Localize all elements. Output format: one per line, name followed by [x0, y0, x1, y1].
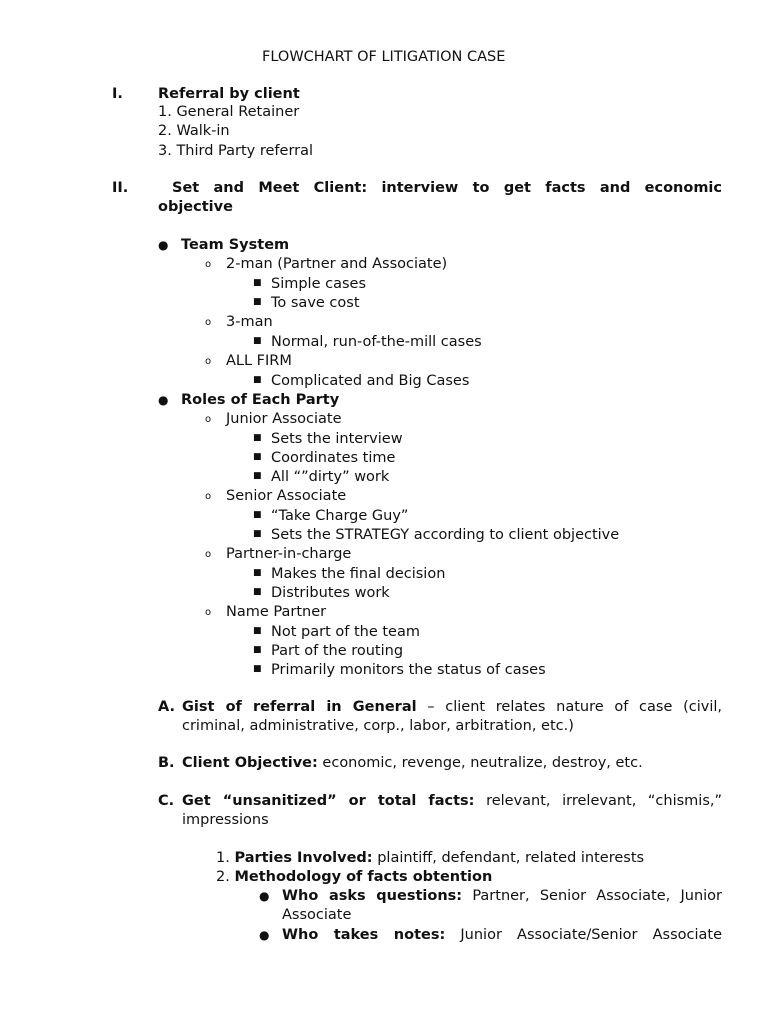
- role-item: “Take Charge Guy”: [271, 508, 409, 524]
- role-item: Sets the interview: [271, 431, 403, 447]
- square-bullet-icon: ■: [253, 626, 262, 636]
- square-bullet-icon: ■: [253, 529, 262, 539]
- circle-bullet-icon: o: [205, 356, 212, 367]
- role-item: Primarily monitors the status of cases: [271, 662, 546, 678]
- square-bullet-icon: ■: [253, 297, 262, 307]
- methodology-bullet-text: Partner, Senior Associate, Junior: [462, 888, 722, 904]
- methodology-bullet-line1: [282, 926, 722, 945]
- section-2-heading-line2: objective: [158, 199, 233, 215]
- facts-item-number: 2.: [216, 869, 230, 885]
- square-bullet-icon: ■: [253, 452, 262, 462]
- facts-item: [216, 849, 644, 868]
- square-bullet-icon: ■: [253, 278, 262, 288]
- square-bullet-icon: ■: [253, 375, 262, 385]
- facts-item-number: 1.: [216, 850, 230, 866]
- subsection-c-text: relevant, irrelevant, “chismis,”: [474, 793, 722, 809]
- document-title: FLOWCHART OF LITIGATION CASE: [262, 49, 506, 65]
- square-bullet-icon: ■: [253, 568, 262, 578]
- section-1-numeral: I.: [112, 86, 123, 102]
- section-1-item: 2. Walk-in: [158, 123, 230, 139]
- team-group-label: ALL FIRM: [226, 353, 292, 369]
- team-group-label: 2-man (Partner and Associate): [226, 256, 448, 272]
- square-bullet-icon: ■: [253, 471, 262, 481]
- square-bullet-icon: ■: [253, 587, 262, 597]
- role-item: Sets the STRATEGY according to client objective: [271, 527, 620, 543]
- subsection-c-line1: [182, 792, 722, 811]
- square-bullet-icon: ■: [253, 664, 262, 674]
- subsection-c-line2: impressions: [182, 812, 269, 828]
- facts-item-text: plaintiff, defendant, related interests: [372, 850, 645, 866]
- subsection-a-line1: [182, 698, 722, 717]
- role-item: Coordinates time: [271, 450, 396, 466]
- team-group-item: To save cost: [271, 295, 360, 311]
- section-1-item: 3. Third Party referral: [158, 143, 314, 159]
- circle-bullet-icon: o: [205, 549, 212, 560]
- role-item: Distributes work: [271, 585, 390, 601]
- subsection-c-letter: C.: [158, 793, 175, 809]
- subsection-c-heading: Get “unsanitized” or total facts:: [182, 793, 475, 809]
- bullet-dot-icon: ●: [259, 928, 270, 942]
- team-group-item: Simple cases: [271, 276, 367, 292]
- square-bullet-icon: ■: [253, 510, 262, 520]
- methodology-bullet-text: Junior Associate/Senior Associate: [445, 927, 722, 943]
- role-item: All “”dirty” work: [271, 469, 390, 485]
- subsection-a-letter: A.: [158, 699, 175, 715]
- facts-item: [216, 868, 492, 887]
- role-item: Part of the routing: [271, 643, 404, 659]
- facts-item-heading: Parties Involved:: [234, 850, 373, 866]
- circle-bullet-icon: o: [205, 491, 212, 502]
- subsection-b-letter: B.: [158, 755, 175, 771]
- section-1-item: 1. General Retainer: [158, 104, 300, 120]
- square-bullet-icon: ■: [253, 336, 262, 346]
- team-group-label: 3-man: [226, 314, 273, 330]
- subsection-b-heading: Client Objective:: [182, 755, 318, 771]
- methodology-bullet-line1: [282, 887, 722, 906]
- role-label: Junior Associate: [226, 411, 342, 427]
- square-bullet-icon: ■: [253, 433, 262, 443]
- role-label: Name Partner: [226, 604, 327, 620]
- facts-item-heading: Methodology of facts obtention: [234, 869, 493, 885]
- circle-bullet-icon: o: [205, 414, 212, 425]
- role-label: Senior Associate: [226, 488, 347, 504]
- role-item: Not part of the team: [271, 624, 420, 640]
- square-bullet-icon: ■: [253, 645, 262, 655]
- section-2-numeral: II.: [112, 180, 129, 196]
- roles-label: Roles of Each Party: [181, 392, 340, 408]
- section-2-heading-line1: Set and Meet Client: interview to get facts and economic: [172, 180, 722, 196]
- role-item: Makes the final decision: [271, 566, 446, 582]
- subsection-b-line: [182, 754, 643, 773]
- subsection-a-text: – client relates nature of case (civil,: [416, 699, 722, 715]
- team-group-item: Complicated and Big Cases: [271, 373, 470, 389]
- subsection-a-heading: Gist of referral in General: [182, 699, 417, 715]
- team-group-item: Normal, run-of-the-mill cases: [271, 334, 482, 350]
- section-1-heading: Referral by client: [158, 86, 300, 102]
- bullet-dot-icon: ●: [158, 238, 169, 252]
- bullet-dot-icon: ●: [259, 889, 270, 903]
- subsection-b-text: economic, revenge, neutralize, destroy, etc.: [317, 755, 643, 771]
- team-system-label: Team System: [181, 237, 290, 253]
- bullet-dot-icon: ●: [158, 393, 169, 407]
- role-label: Partner-in-charge: [226, 546, 352, 562]
- circle-bullet-icon: o: [205, 259, 212, 270]
- circle-bullet-icon: o: [205, 607, 212, 618]
- methodology-bullet-heading: Who takes notes:: [282, 927, 446, 943]
- subsection-a-line2: criminal, administrative, corp., labor, arbitration, etc.): [182, 718, 574, 734]
- circle-bullet-icon: o: [205, 317, 212, 328]
- methodology-bullet-heading: Who asks questions:: [282, 888, 463, 904]
- methodology-bullet-line2: Associate: [282, 907, 352, 923]
